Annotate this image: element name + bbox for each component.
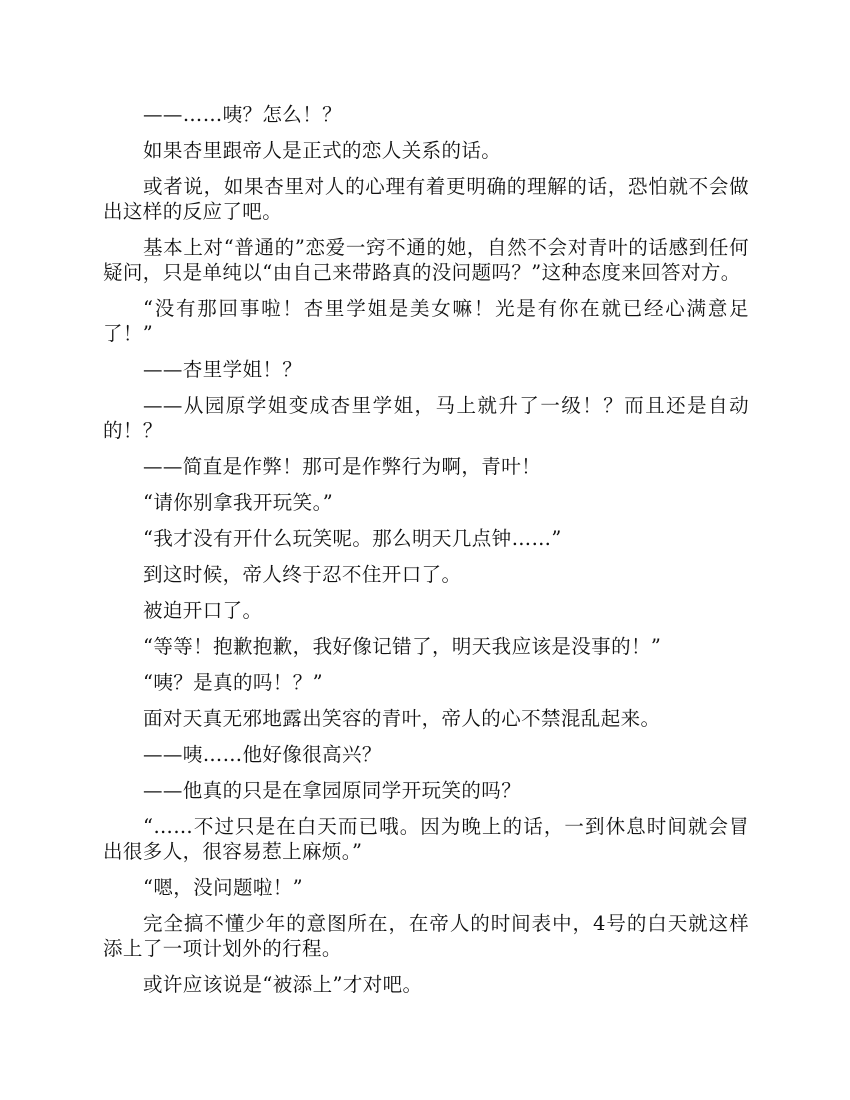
paragraph: 面对天真无邪地露出笑容的青叶，帝人的心不禁混乱起来。 <box>143 707 661 730</box>
paragraph: “没有那回事啦！杏里学姐是美女嘛！光是有你在就已经心满意足了！” <box>103 297 749 345</box>
paragraph: ——从园原学姐变成杏里学姐，马上就升了一级！？而且还是自动的！？ <box>103 394 749 442</box>
paragraph: “咦？是真的吗！？” <box>143 671 323 694</box>
paragraph: ——他真的只是在拿园原同学开玩笑的吗？ <box>143 779 522 802</box>
paragraph: “……不过只是在白天而已哦。因为晚上的话，一到休息时间就会冒出很多人，很容易惹上麻烦。” <box>103 815 749 863</box>
paragraph: “嗯，没问题啦！” <box>143 876 304 899</box>
document-page <box>103 102 749 1008</box>
paragraph: “我才没有开什么玩笑呢。那么明天几点钟……” <box>143 527 562 550</box>
paragraph: ——……咦？怎么！？ <box>143 103 343 126</box>
paragraph: “等等！抱歉抱歉，我好像记错了，明天我应该是没事的！” <box>143 635 662 658</box>
paragraph: ——杏里学姐！？ <box>143 358 303 381</box>
paragraph: ——简直是作弊！那可是作弊行为啊，青叶！ <box>143 455 542 478</box>
paragraph: 被迫开口了。 <box>143 599 263 622</box>
paragraph: 到这时候，帝人终于忍不住开口了。 <box>143 563 462 586</box>
paragraph: “请你别拿我开玩笑。” <box>143 491 334 514</box>
paragraph: 完全搞不懂少年的意图所在，在帝人的时间表中，4号的白天就这样添上了一项计划外的行程。 <box>103 912 749 960</box>
paragraph: 如果杏里跟帝人是正式的恋人关系的话。 <box>143 139 502 162</box>
paragraph: ——咦……他好像很高兴？ <box>143 743 382 766</box>
paragraph: 或许应该说是“被添上”才对吧。 <box>143 973 423 996</box>
paragraph: 或者说，如果杏里对人的心理有着更明确的理解的话，恐怕就不会做出这样的反应了吧。 <box>103 175 749 223</box>
paragraph: 基本上对“普通的”恋爱一窍不通的她，自然不会对青叶的话感到任何疑问，只是单纯以“由自己来带路真的没问题吗？”这种态度来回答对方。 <box>103 236 749 284</box>
